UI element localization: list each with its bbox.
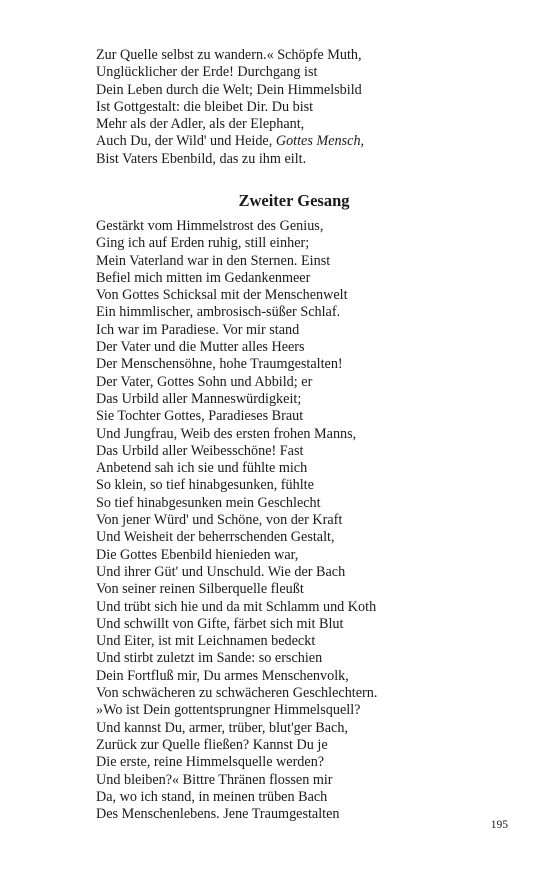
verse-line: So tief hinabgesunken mein Geschlecht <box>96 494 321 511</box>
verse-line: So klein, so tief hinabgesunken, fühlte <box>96 477 314 494</box>
verse-text: Bist Vaters Ebenbild, das zu ihm eilt. <box>96 150 307 167</box>
verse-text: Ist Gottgestalt: die bleibet Dir. Du bist <box>96 98 314 115</box>
page-number: 195 <box>490 819 508 831</box>
verse-text: Auch Du, der Wild' und Heide, <box>96 133 276 150</box>
verse-line: Und bleiben?« Bittre Thränen flossen mir <box>96 771 333 788</box>
verse-line: Die erste, reine Himmelsquelle werden? <box>96 754 325 771</box>
verse-line: Und Eiter, ist mit Leichnamen bedeckt <box>96 633 316 650</box>
verse-line: Sie Tochter Gottes, Paradieses Braut <box>96 408 304 425</box>
verse-text: Mehr als der Adler, als der Elephant, <box>96 116 305 133</box>
verse-line: Das Urbild aller Weibesschöne! Fast <box>96 442 304 459</box>
verse-line: Ging ich auf Erden ruhig, still einher; <box>96 235 310 252</box>
verse-line: Und stirbt zuletzt im Sande: so erschien <box>96 650 323 667</box>
verse-line: »Wo ist Dein gottentsprungner Himmelsquell? <box>96 702 361 719</box>
verse-line: Von seiner reinen Silberquelle fleußt <box>96 581 304 598</box>
verse-line: Dein Fortfluß mir, Du armes Menschenvolk, <box>96 667 349 684</box>
verse-line: Der Vater, Gottes Sohn und Abbild; er <box>96 373 313 390</box>
verse-line <box>96 82 496 99</box>
verse-line <box>96 47 496 64</box>
verse-line: Und trübt sich hie und da mit Schlamm und Koth <box>96 598 377 615</box>
verse-line: Von schwächeren zu schwächeren Geschlechtern. <box>96 685 378 702</box>
verse-line: Das Urbild aller Manneswürdigkeit; <box>96 390 302 407</box>
verse-line: Der Menschensöhne, hohe Traumgestalten! <box>96 356 343 373</box>
verse-line: Von Gottes Schicksal mit der Menschenwelt <box>96 287 348 304</box>
verse-line: Befiel mich mitten im Gedankenmeer <box>96 269 311 286</box>
verse-line <box>96 133 496 150</box>
verse-line: Gestärkt vom Himmelstrost des Genius, <box>96 218 324 234</box>
verse-line: Und schwillt von Gifte, färbet sich mit Blut <box>96 615 344 632</box>
verse-line <box>96 151 496 168</box>
verse-line: Ein himmlischer, ambrosisch-süßer Schlaf. <box>96 304 341 321</box>
verse-emphasis: Gottes Mensch, <box>275 133 365 150</box>
verse-line <box>96 64 496 81</box>
section-title: Zweiter Gesang <box>238 191 350 210</box>
verse-line <box>96 99 496 116</box>
verse-text: Zur Quelle selbst zu wandern.« Schöpfe Muth, <box>96 47 362 63</box>
verse-line: Anbetend sah ich sie und fühlte mich <box>96 460 308 477</box>
verse-line: Und Weisheit der beherrschenden Gestalt, <box>96 529 335 546</box>
verse-line: Des Menschenlebens. Jene Traumgestalten <box>96 806 340 823</box>
verse-text: Dein Leben durch die Welt; Dein Himmelsbild <box>96 81 362 98</box>
verse-line: Da, wo ich stand, in meinen trüben Bach <box>96 788 328 805</box>
verse-line: Und kannst Du, armer, trüber, blut'ger Bach, <box>96 719 348 736</box>
verse-line: Der Vater und die Mutter alles Heers <box>96 339 305 356</box>
verse-text: Unglücklicher der Erde! Durchgang ist <box>96 64 318 81</box>
verse-line: Von jener Würd' und Schöne, von der Kraft <box>96 512 343 529</box>
verse-line: Ich war im Paradiese. Vor mir stand <box>96 321 300 338</box>
main-stanza <box>96 218 496 823</box>
verse-line <box>96 116 496 133</box>
verse-line: Und ihrer Güt' und Unschuld. Wie der Bach <box>96 563 346 580</box>
verse-line: Und Jungfrau, Weib des ersten frohen Manns, <box>96 425 357 442</box>
verse-line: Mein Vaterland war in den Sternen. Einst <box>96 252 331 269</box>
verse-line: Die Gottes Ebenbild hienieden war, <box>96 546 299 563</box>
verse-line: Zurück zur Quelle fließen? Kannst Du je <box>96 736 328 753</box>
intro-stanza <box>96 47 496 168</box>
